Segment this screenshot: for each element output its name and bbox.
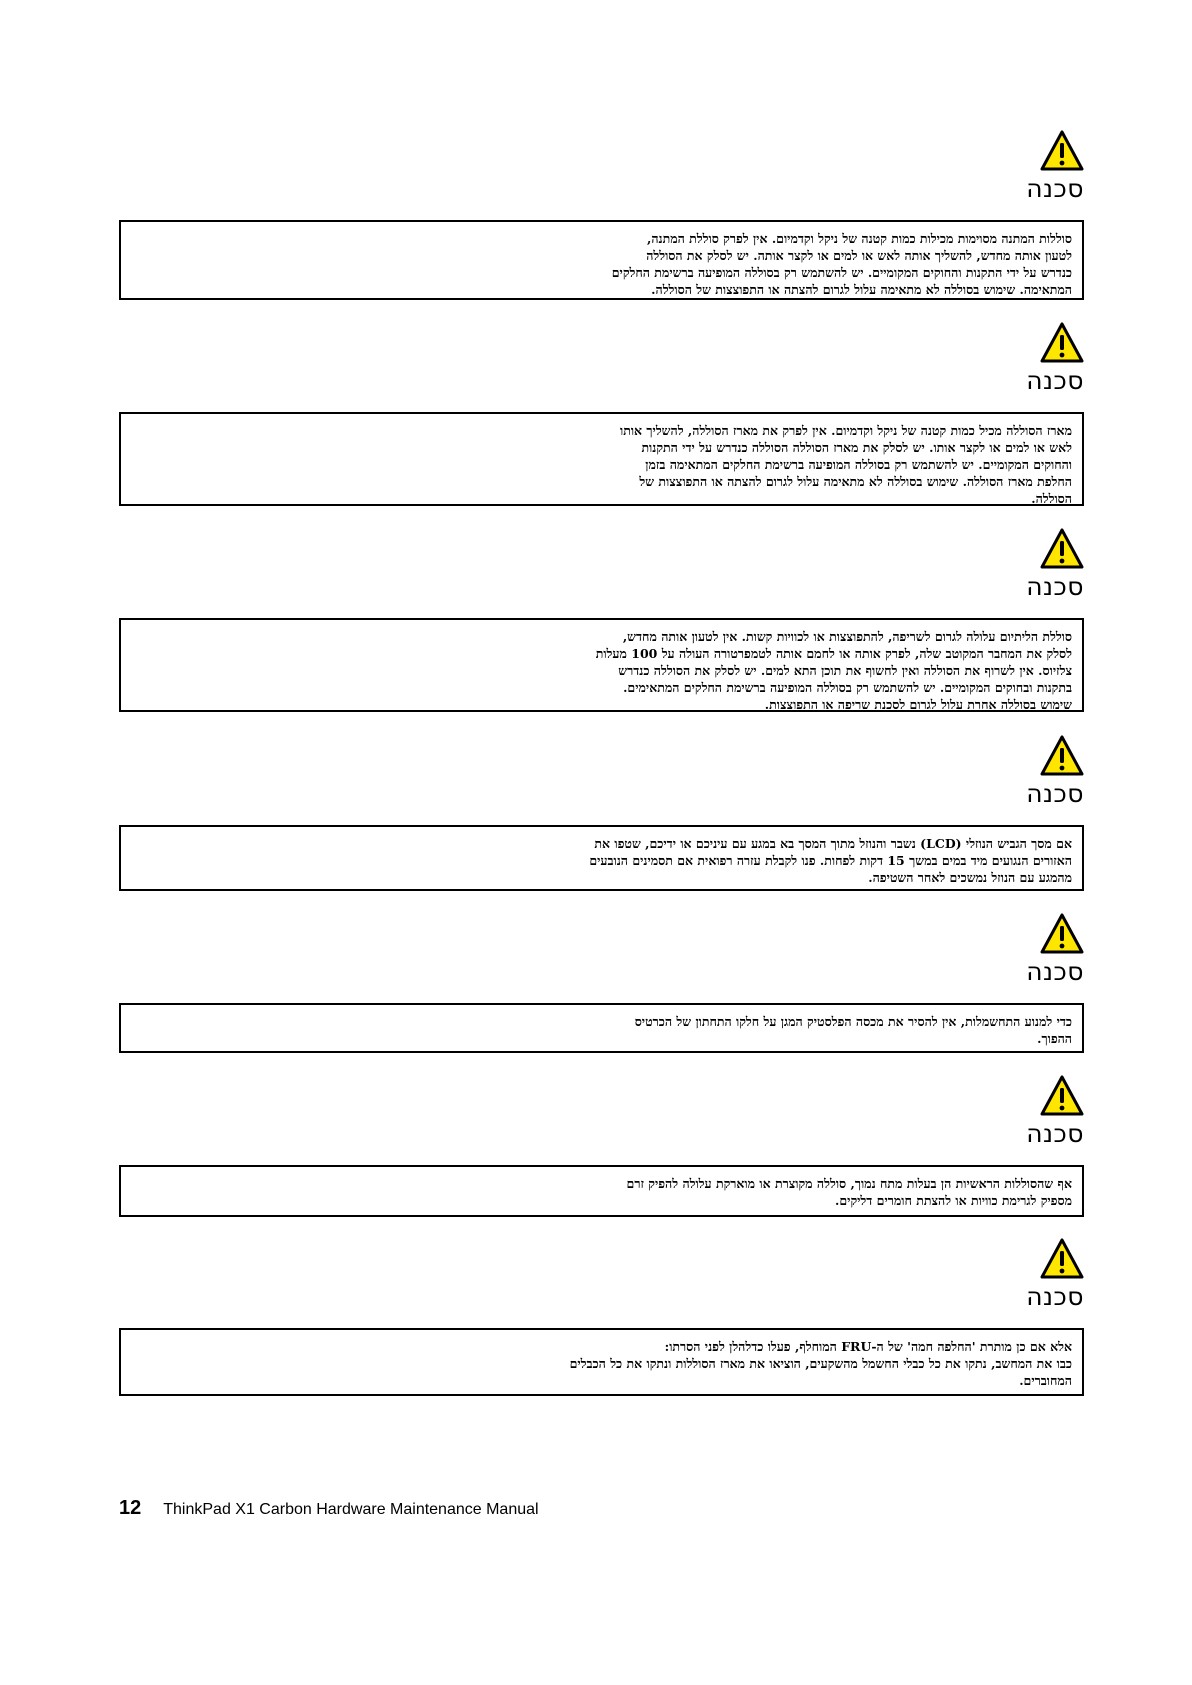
notice-line: אלא אם כן מותרת 'החלפה חמה' של ה-FRU המוחלף, פעלו כדלהלן לפני הסרתו: — [664, 1339, 1072, 1354]
notice-line: המחוברים. — [1019, 1373, 1072, 1388]
warning-triangle-icon — [1040, 130, 1084, 172]
danger-notice-7 — [119, 1238, 1084, 1396]
notice-box — [119, 825, 1084, 891]
notice-box — [119, 1003, 1084, 1053]
notice-line: החלפת מארז הסוללה. שימוש בסוללה לא מתאימה עלול לגרום להצתה או התפוצצות של — [639, 474, 1072, 489]
notice-line: צלזיוס. אין לשרוף את הסוללה ואין לחשוף את תוכן התא למים. יש לסלק את הסוללה כנדרש — [618, 663, 1072, 678]
danger-notice-3 — [119, 528, 1084, 712]
notice-line: אם מסך הגביש הנוזלי (LCD) נשבר והנוזל מתוך המסך בא במגע עם עיניכם או ידיכם, שטפו את — [594, 836, 1072, 851]
danger-heading: סכנה — [1026, 572, 1084, 601]
notice-text — [527, 422, 1072, 507]
notice-line: סוללת הליתיום עלולה לגרום לשריפה, להתפוצצות או לכוויות קשות. אין לטעון אותה מחדש, — [622, 629, 1072, 644]
notice-text — [527, 1013, 1072, 1047]
notice-line: אף שהסוללות הראשיות הן בעלות מתח נמוך, סוללה מקוצרת או מוארקת עלולה להפיק זרם — [626, 1176, 1072, 1191]
notice-text — [527, 835, 1072, 886]
notice-text — [527, 628, 1072, 713]
notice-line: בתקנות ובחוקים המקומיים. יש להשתמש רק בסוללה המופיעה ברשימת החלקים המתאימים. — [623, 680, 1072, 695]
danger-heading: סכנה — [1026, 1282, 1084, 1311]
warning-triangle-icon — [1040, 528, 1084, 570]
notice-line: האזורים הנגועים מיד במים במשך 15 דקות לפחות. פנו לקבלת עזרה רפואית אם תסמינים הנובעים — [589, 853, 1072, 868]
notice-text — [527, 1338, 1072, 1389]
notice-line: סוללות המתנה מסוימות מכילות כמות קטנה של ניקל וקדמיום. אין לפרק סוללת המתנה, — [647, 231, 1072, 246]
notice-line: ההפוך. — [1037, 1031, 1072, 1046]
notice-line: לטעון אותה מחדש, להשליך אותה לאש או למים או לקצר אותה. יש לסלק את הסוללה — [646, 248, 1072, 263]
notice-line: מהמגע עם הנוזל נמשכים לאחר השטיפה. — [868, 870, 1072, 885]
notice-line: כדי למנוע התחשמלות, אין להסיר את מכסה הפלסטיק המגן על חלקו התחתון של הכרטיס — [634, 1014, 1072, 1029]
notice-box — [119, 412, 1084, 506]
danger-heading: סכנה — [1026, 366, 1084, 395]
page-number: 12 — [119, 1497, 142, 1519]
notice-line: לאש או למים או לקצר אותו. יש לסלק את מארז הסוללה הסוללה כנדרש על ידי התקנות — [641, 440, 1072, 455]
warning-triangle-icon — [1040, 1075, 1084, 1117]
danger-notice-4 — [119, 735, 1084, 891]
warning-triangle-icon — [1040, 322, 1084, 364]
notice-line: כבו את המחשב, נתקו את כל כבלי החשמל מהשקעים, הוציאו את מארז הסוללות ונתקו את כל הכבלים — [569, 1356, 1072, 1371]
notice-text — [527, 1175, 1072, 1209]
notice-box — [119, 618, 1084, 712]
danger-notice-5 — [119, 913, 1084, 1053]
page-footer — [119, 1497, 539, 1520]
notice-line: כנדרש על ידי התקנות והחוקים המקומיים. יש להשתמש רק בסוללה המופיעה ברשימת החלקים — [611, 265, 1072, 280]
danger-notice-6 — [119, 1075, 1084, 1217]
notice-line: הסוללה. — [1031, 491, 1072, 506]
document-title: ThinkPad X1 Carbon Hardware Maintenance Manual — [163, 1501, 539, 1518]
notice-line: לסלק את המחבר המקוטב שלה, לפרק אותה או לחמם אותה לטמפרטורה העולה על 100 מעלות — [595, 646, 1072, 661]
notice-line: מספיק לגרימת כוויות או להצתת חומרים דליקים. — [835, 1193, 1072, 1208]
notice-box — [119, 1328, 1084, 1396]
notice-box — [119, 1165, 1084, 1217]
danger-heading: סכנה — [1026, 1119, 1084, 1148]
notice-line: והחוקים המקומיים. יש להשתמש רק בסוללה המופיעה ברשימת החלקים המתאימה בזמן — [645, 457, 1072, 472]
danger-heading: סכנה — [1026, 779, 1084, 808]
danger-heading: סכנה — [1026, 957, 1084, 986]
notice-text — [527, 230, 1072, 298]
danger-notice-2 — [119, 322, 1084, 506]
notice-line: מארז הסוללה מכיל כמות קטנה של ניקל וקדמיום. אין לפרק את מארז הסוללה, להשליך אותו — [620, 423, 1072, 438]
notice-line: שימוש בסוללה אחרת עלול לגרום לסכנת שריפה או התפוצצות. — [764, 697, 1072, 712]
notice-box — [119, 220, 1084, 300]
warning-triangle-icon — [1040, 735, 1084, 777]
danger-heading: סכנה — [1026, 174, 1084, 203]
notice-line: המתאימה. שימוש בסוללה לא מתאימה עלול לגרום להצתה או התפוצצות של הסוללה. — [651, 282, 1072, 297]
warning-triangle-icon — [1040, 913, 1084, 955]
danger-notice-1 — [119, 130, 1084, 300]
warning-triangle-icon — [1040, 1238, 1084, 1280]
